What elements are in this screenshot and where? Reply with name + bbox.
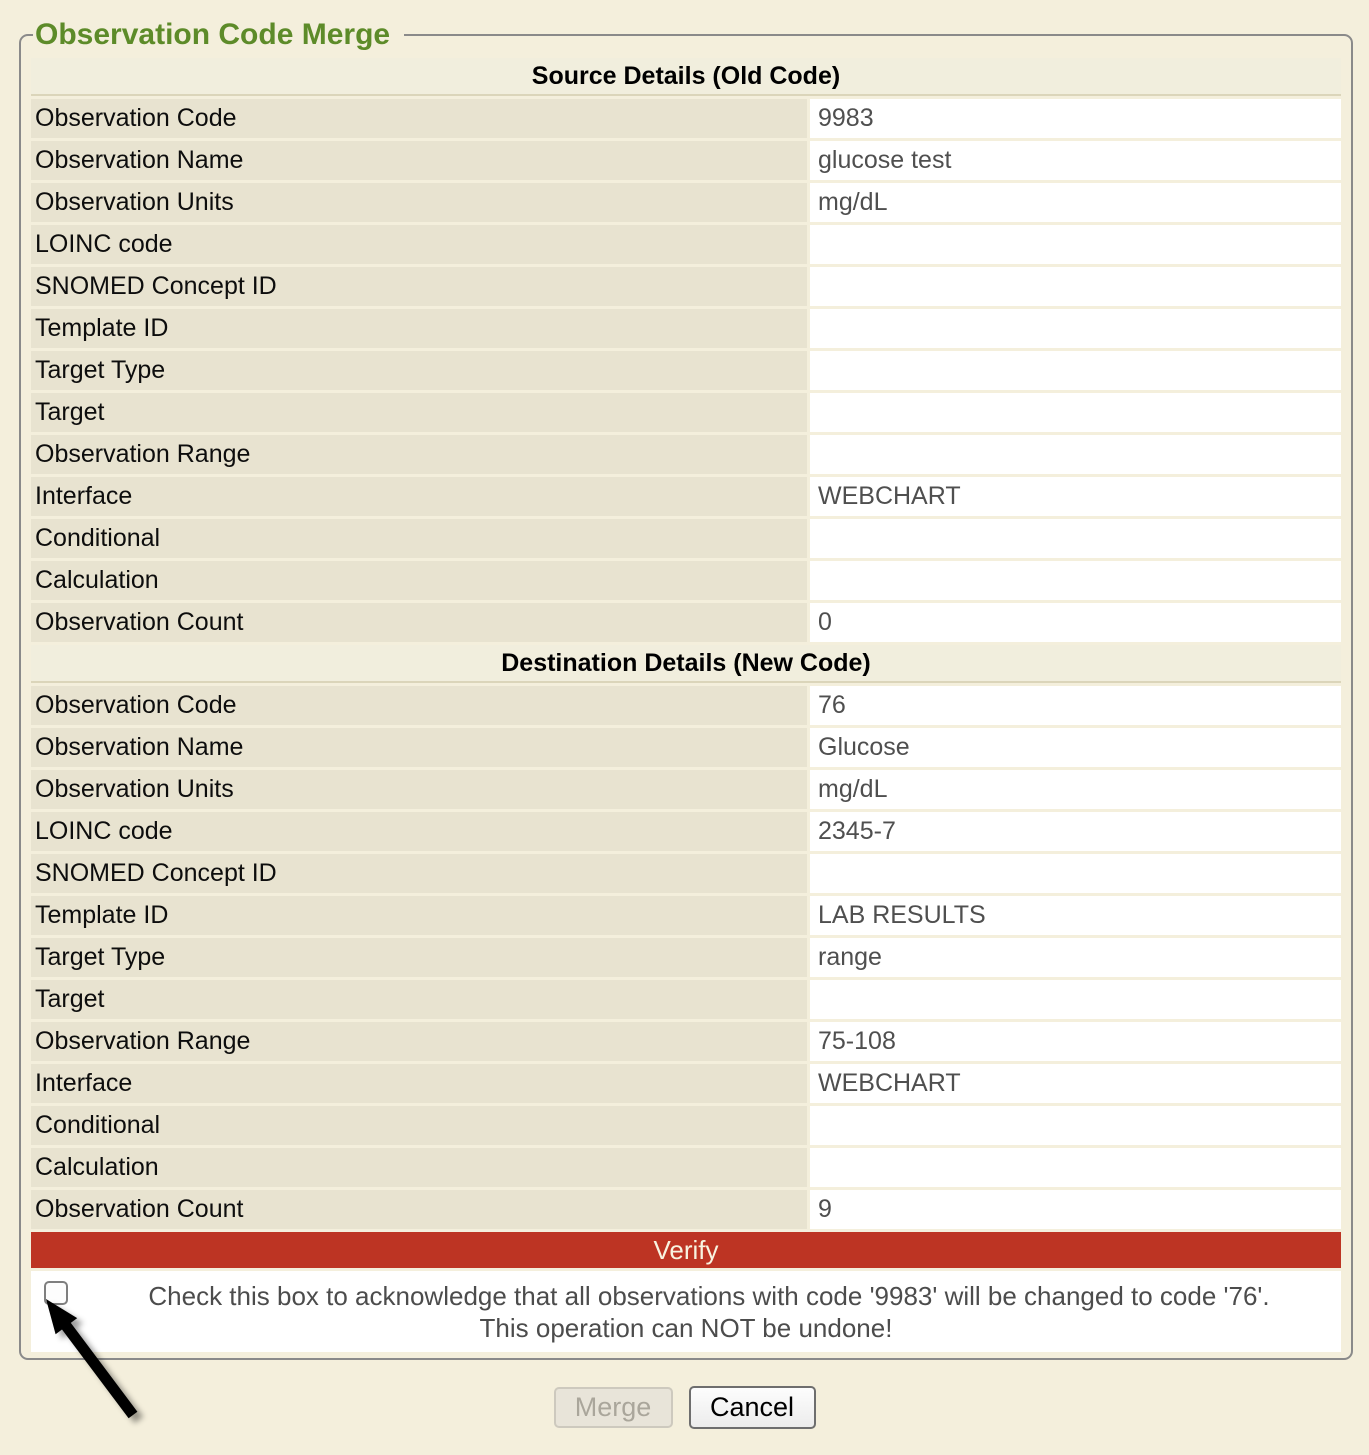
row-label: Observation Code: [31, 686, 807, 725]
row-value: mg/dL: [810, 183, 1341, 222]
row-label: Interface: [31, 1064, 807, 1103]
table-row: [31, 267, 1341, 306]
destination-section-header: Destination Details (New Code): [31, 645, 1341, 683]
row-label: LOINC code: [31, 812, 807, 851]
row-value: LAB RESULTS: [810, 896, 1341, 935]
row-value: [810, 225, 1341, 264]
merge-button[interactable]: Merge: [554, 1387, 673, 1428]
table-row: [31, 1148, 1341, 1187]
acknowledge-text-line2: This operation can NOT be undone!: [479, 1313, 893, 1343]
row-label: Calculation: [31, 561, 807, 600]
acknowledge-checkbox[interactable]: [44, 1281, 68, 1305]
row-label: Observation Code: [31, 99, 807, 138]
row-label: Observation Name: [31, 728, 807, 767]
row-label: Observation Range: [31, 435, 807, 474]
row-value: 0: [810, 603, 1341, 642]
row-label: Target Type: [31, 938, 807, 977]
row-label: Interface: [31, 477, 807, 516]
table-row: [31, 728, 1341, 767]
table-row: [31, 1064, 1341, 1103]
table-row: [31, 309, 1341, 348]
table-row: [31, 896, 1341, 935]
table-row: [31, 1022, 1341, 1061]
row-value: [810, 561, 1341, 600]
row-label: Observation Units: [31, 183, 807, 222]
row-value: 76: [810, 686, 1341, 725]
acknowledge-area: [31, 1271, 1341, 1352]
table-row: [31, 854, 1341, 893]
row-label: Conditional: [31, 519, 807, 558]
row-value: [810, 393, 1341, 432]
row-label: Observation Units: [31, 770, 807, 809]
row-value: 2345-7: [810, 812, 1341, 851]
page-title: Observation Code Merge: [35, 18, 391, 51]
row-label: SNOMED Concept ID: [31, 267, 807, 306]
table-row: [31, 225, 1341, 264]
table-row: [31, 393, 1341, 432]
row-label: Calculation: [31, 1148, 807, 1187]
cancel-button[interactable]: Cancel: [689, 1386, 816, 1429]
table-row: [31, 980, 1341, 1019]
row-label: Target: [31, 980, 807, 1019]
row-label: Observation Count: [31, 603, 807, 642]
table-row: [31, 1106, 1341, 1145]
row-value: range: [810, 938, 1341, 977]
row-value: WEBCHART: [810, 1064, 1341, 1103]
row-value: [810, 435, 1341, 474]
table-row: [31, 183, 1341, 222]
row-label: Template ID: [31, 896, 807, 935]
row-label: Template ID: [31, 309, 807, 348]
table-row: [31, 351, 1341, 390]
destination-details-table: [31, 686, 1341, 1229]
row-label: Target: [31, 393, 807, 432]
row-label: Observation Name: [31, 141, 807, 180]
source-section-header: Source Details (Old Code): [31, 58, 1341, 96]
row-label: LOINC code: [31, 225, 807, 264]
row-value: [810, 309, 1341, 348]
table-row: [31, 603, 1341, 642]
row-value: [810, 351, 1341, 390]
table-row: [31, 435, 1341, 474]
row-value: [810, 1106, 1341, 1145]
table-row: [31, 141, 1341, 180]
row-value: 9983: [810, 99, 1341, 138]
row-value: [810, 980, 1341, 1019]
row-value: [810, 854, 1341, 893]
table-row: [31, 519, 1341, 558]
table-row: [31, 561, 1341, 600]
table-row: [31, 812, 1341, 851]
table-row: [31, 770, 1341, 809]
row-label: Observation Count: [31, 1190, 807, 1229]
table-row: [31, 938, 1341, 977]
table-row: [31, 1190, 1341, 1229]
row-value: [810, 1148, 1341, 1187]
row-value: mg/dL: [810, 770, 1341, 809]
row-label: Target Type: [31, 351, 807, 390]
row-value: Glucose: [810, 728, 1341, 767]
row-label: Conditional: [31, 1106, 807, 1145]
row-value: [810, 519, 1341, 558]
source-details-table: [31, 99, 1341, 642]
row-value: 75-108: [810, 1022, 1341, 1061]
table-row: [31, 99, 1341, 138]
table-row: [31, 686, 1341, 725]
observation-code-merge-panel: [19, 17, 1353, 1360]
row-label: SNOMED Concept ID: [31, 854, 807, 893]
acknowledge-text-line1: Check this box to acknowledge that all observations with code '9983' will be changed to code '76'.: [148, 1281, 1270, 1311]
row-value: [810, 267, 1341, 306]
row-label: Observation Range: [31, 1022, 807, 1061]
verify-bar: Verify: [31, 1232, 1341, 1268]
row-value: 9: [810, 1190, 1341, 1229]
table-row: [31, 477, 1341, 516]
row-value: WEBCHART: [810, 477, 1341, 516]
row-value: glucose test: [810, 141, 1341, 180]
button-row: [0, 1386, 1369, 1429]
